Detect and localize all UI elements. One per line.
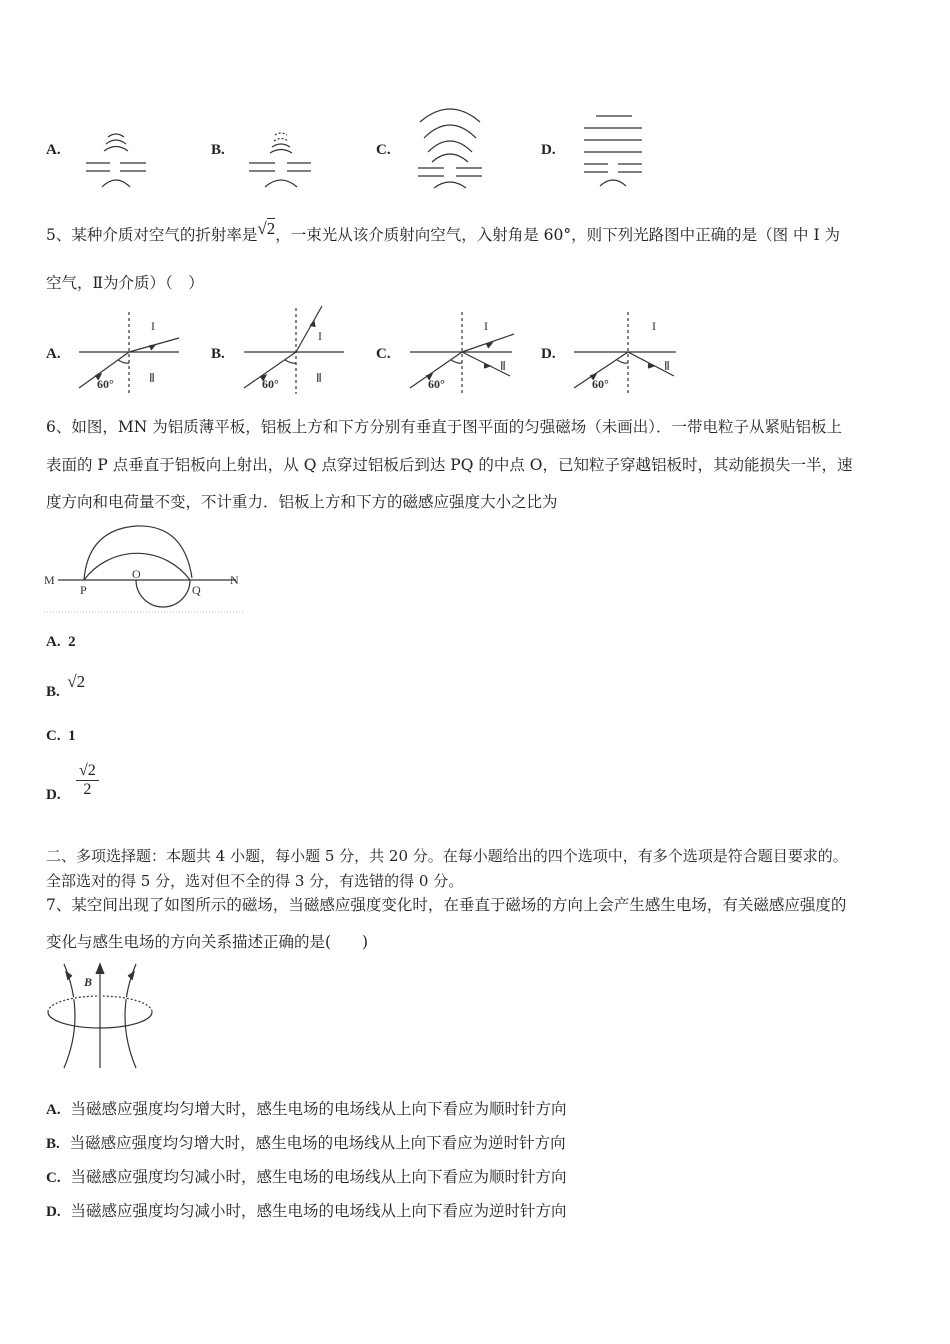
- q6-figure: [44, 520, 244, 615]
- q5d-medium-label: Ⅱ: [664, 359, 670, 373]
- q5-stem-text-b: ，一束光从该介质射向空气，入射角是 60°，则下列光路图中正确的是（图 中 I 为: [275, 226, 841, 244]
- q6-option-a: [46, 634, 76, 651]
- q6-option-d-label: D.: [46, 787, 61, 803]
- q5b-air-label: I: [318, 329, 322, 343]
- q5-option-a-diagram: [75, 308, 185, 398]
- q5a-medium-label: Ⅱ: [149, 371, 155, 385]
- q5-option-c-label: C.: [376, 346, 391, 362]
- q5-option-d-diagram: [570, 308, 682, 398]
- q5-stem-line1: [46, 219, 841, 245]
- q6-option-d-denominator: 2: [83, 781, 92, 798]
- q7-option-c-label: C.: [46, 1170, 61, 1186]
- q4-option-a-label: A.: [46, 142, 61, 158]
- q5b-medium-label: Ⅱ: [316, 371, 322, 385]
- q6-stem-line1: 6、如图，MN 为铝质薄平板，铝板上方和下方分别有垂直于图平面的匀强磁场（未画出）．一带电粒子从紧贴铝板上: [46, 418, 842, 436]
- q4-option-b-label: B.: [211, 142, 225, 158]
- q7-option-a: [46, 1099, 566, 1120]
- q6-label-o: O: [132, 567, 141, 581]
- q7-option-c: [46, 1167, 566, 1188]
- q5a-air-label: I: [151, 319, 155, 333]
- q7-option-a-label: A.: [46, 1102, 61, 1118]
- q6-label-m: M: [44, 573, 55, 587]
- q4-option-b-diagram: [245, 125, 315, 195]
- q4-option-c-label: C.: [376, 142, 391, 158]
- q5-option-a-label: A.: [46, 346, 61, 362]
- q7-stem-line2: 变化与感生电场的方向关系描述正确的是( ): [46, 933, 369, 951]
- q5-option-d-label: D.: [541, 346, 556, 362]
- q6-option-b: [46, 672, 86, 701]
- q7-option-c-text: 当磁感应强度均匀减小时，感生电场的电场线从上向下看应为顺时针方向: [70, 1168, 567, 1186]
- q7-option-b-text: 当磁感应强度均匀增大时，感生电场的电场线从上向下看应为逆时针方向: [69, 1134, 566, 1152]
- q6-option-b-value: √2: [67, 672, 86, 691]
- q5-option-b-label: B.: [211, 346, 225, 362]
- section2-line1: 二、多项选择题：本题共 4 小题，每小题 5 分，共 20 分。在每小题给出的四个选项中，有多个选项是符合题目要求的。: [46, 847, 848, 865]
- section2-line2: 全部选对的得 5 分，选对但不全的得 3 分，有选错的得 0 分。: [46, 872, 464, 890]
- q6-option-a-value: 2: [68, 634, 76, 650]
- q5c-medium-label: Ⅱ: [500, 359, 506, 373]
- q7-option-b: [46, 1133, 566, 1154]
- q5-stem-line2: 空气，Ⅱ为介质）（ ）: [46, 274, 204, 292]
- q7-stem-line1: 7、某空间出现了如图所示的磁场，当磁感应强度变化时，在垂直于磁场的方向上会产生感生电场，有关磁感应强度的: [46, 896, 847, 914]
- q6-option-a-label: A.: [46, 634, 61, 650]
- q5-stem-text-a: 5、某种介质对空气的折射率是: [46, 226, 258, 244]
- q6-label-n: N: [230, 573, 239, 587]
- q5-sqrt-value: 2: [266, 219, 276, 238]
- q5a-angle-label: 60°: [97, 377, 114, 391]
- q4-option-a-diagram: [80, 125, 150, 195]
- q5-option-b-diagram: [240, 304, 350, 398]
- q6-option-d-numerator: √2: [76, 762, 99, 781]
- q6-label-q: Q: [192, 583, 201, 597]
- q5d-angle-label: 60°: [592, 377, 609, 391]
- q5d-air-label: I: [652, 319, 656, 333]
- q7-label-b: B: [84, 975, 93, 989]
- q5b-angle-label: 60°: [262, 377, 279, 391]
- q6-stem-line2: 表面的 P 点垂直于铝板向上射出，从 Q 点穿过铝板后到达 PQ 的中点 O，已知粒子穿越铝板时，其动能损失一半，速: [46, 456, 853, 474]
- q6-label-p: P: [80, 583, 87, 597]
- q6-stem-line3: 度方向和电荷量不变，不计重力．铝板上方和下方的磁感应强度大小之比为: [46, 493, 558, 511]
- q5-option-c-diagram: [406, 308, 518, 398]
- q6-option-c: [46, 728, 76, 745]
- q7-option-d-label: D.: [46, 1204, 61, 1220]
- q6-option-c-value: 1: [68, 728, 76, 744]
- q4-option-d-label: D.: [541, 142, 556, 158]
- q6-option-c-label: C.: [46, 728, 61, 744]
- q7-option-b-label: B.: [46, 1136, 60, 1152]
- q7-option-d-text: 当磁感应强度均匀减小时，感生电场的电场线从上向下看应为逆时针方向: [70, 1202, 567, 1220]
- q5c-air-label: I: [484, 319, 488, 333]
- q7-option-d: [46, 1201, 566, 1222]
- q4-option-d-diagram: [580, 110, 650, 190]
- q6-option-d-fraction: [76, 762, 99, 799]
- q4-option-c-diagram: [410, 100, 490, 195]
- sqrt-symbol: √2: [257, 219, 276, 238]
- q7-magnetic-field-figure: [44, 960, 156, 1070]
- q5c-angle-label: 60°: [428, 377, 445, 391]
- q6-option-b-label: B.: [46, 684, 60, 700]
- q7-option-a-text: 当磁感应强度均匀增大时，感生电场的电场线从上向下看应为顺时针方向: [70, 1100, 567, 1118]
